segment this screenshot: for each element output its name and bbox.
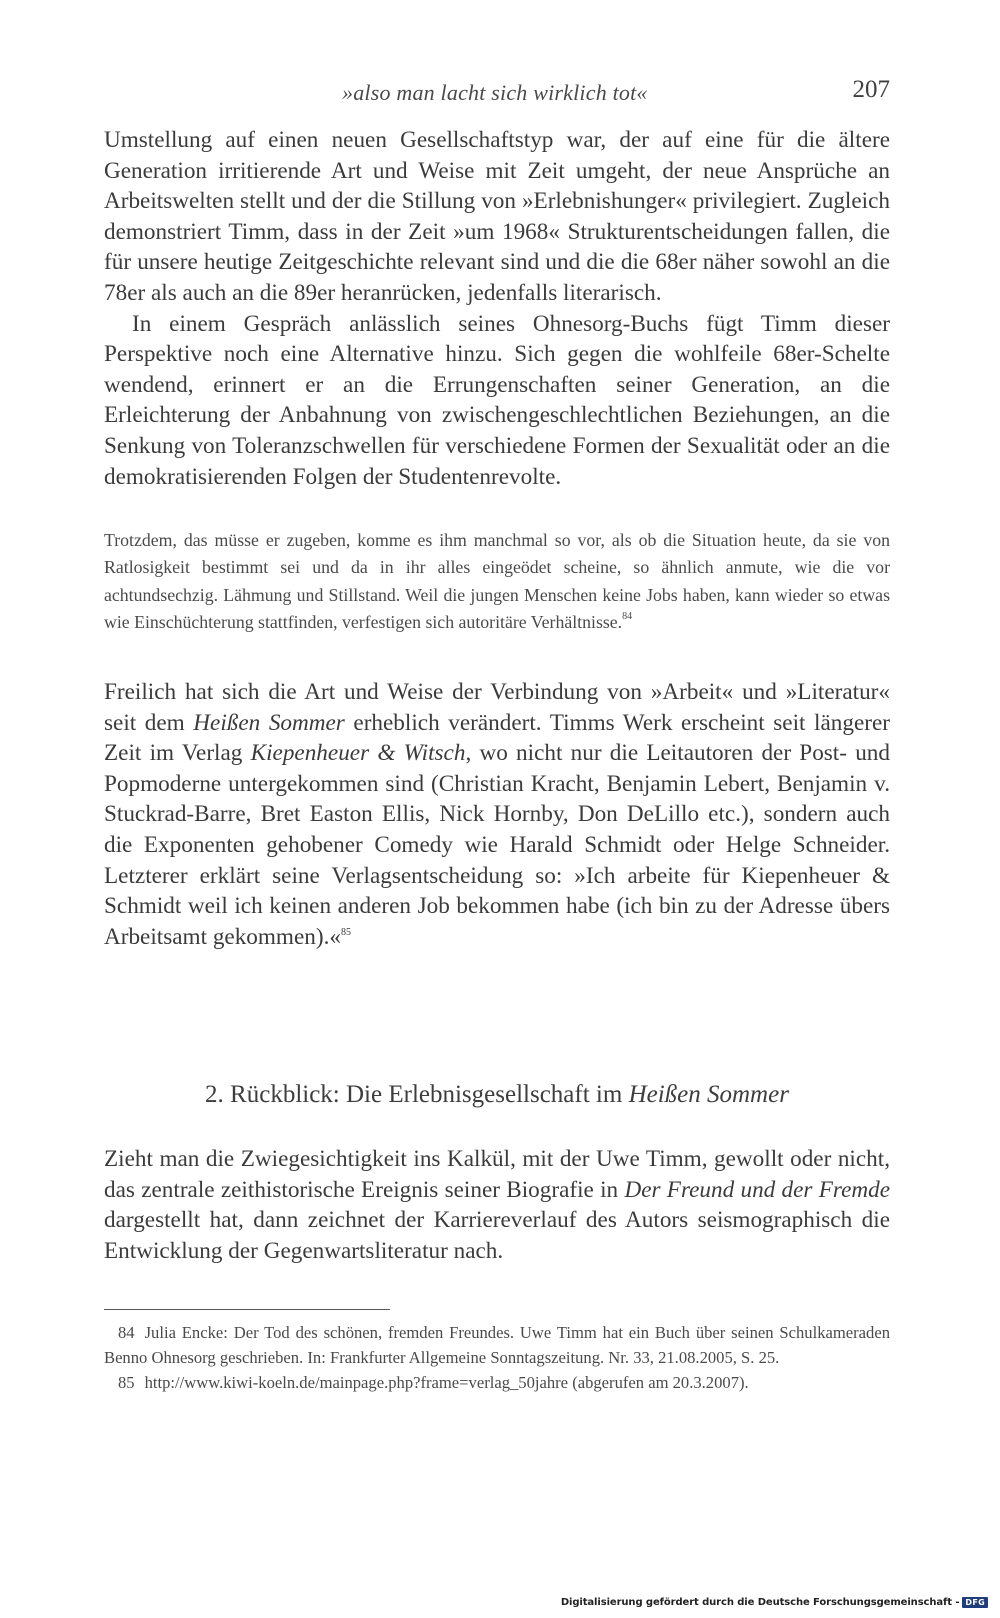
section-heading-title: Heißen Sommer bbox=[628, 1081, 789, 1108]
paragraph-3-part-c: , wo nicht nur die Leitautoren der Post- und Popmoderne untergekommen sind (Christian Kracht, Benjamin Lebert, Benjamin v. Stuckrad-Barre, Bret Easton Ellis, Nick Hornby, Don DeLillo etc.), sondern auch die Exponenten gehobener Comedy wie Harald Schmidt oder Helge Schneider. Letzterer erklärt seine Verlagsentscheidung so: »Ich arbeite für Kiepenheuer & Schmidt weil ich keinen anderen Job bekommen habe (ich bin zu der Adresse übers Arbeitsamt gekommen).« bbox=[104, 740, 890, 950]
quote-body: Trotzdem, das müsse er zugeben, komme es ihm manchmal so vor, als ob die Situation heute, da sie von Ratlosigkeit bestimmt sei und da in ihr alles eingeödet scheine, so ähnlich anmute, wie die vor achtundsechzig. Lähmung und Stillstand. Weil die jungen Menschen keine Jobs haben, kann wieder so etwas wie Einschüchterung stattfinden, verfestigen sich autoritäre Verhältnisse. bbox=[104, 530, 890, 633]
credit-text: Digitalisierung gefördert durch die Deutsche Forschungsgemeinschaft - bbox=[560, 1597, 960, 1608]
page-number: 207 bbox=[852, 76, 890, 103]
section-heading-text: 2. Rückblick: Die Erlebnisgesellschaft im bbox=[205, 1081, 629, 1108]
footnote-ref-85: 85 bbox=[340, 926, 351, 938]
paragraph-4-part-b: dargestellt hat, dann zeichnet der Karriereverlauf des Autors seismographisch die Entwicklung der Gegenwartsliteratur nach. bbox=[104, 1207, 890, 1264]
paragraph-4 bbox=[104, 1144, 890, 1266]
digitization-credit bbox=[561, 1597, 988, 1608]
footnote-85 bbox=[104, 1370, 890, 1395]
dfg-logo: DFG bbox=[962, 1597, 988, 1608]
paragraph-4-part-a: Zieht man die Zwiegesichtigkeit ins Kalkül, mit der Uwe Timm, gewollt oder nicht, das zentrale zeithistorische Ereignis seiner Biografie in bbox=[104, 1146, 890, 1203]
paragraph-2: In einem Gespräch anlässlich seines Ohnesorg-Buchs fügt Timm dieser Perspektive noch eine Alternative hinzu. Sich gegen die wohlfeile 68er-Schelte wendend, erinnert er an die Errungenschaften seiner Generation, an die Erleichterung der Anbahnung von zwischengeschlechtlichen Beziehungen, an die Senkung von Toleranzschwellen für verschiedene Formen der Sexualität oder an die demokratisierenden Folgen der Studentenrevolte. bbox=[104, 310, 890, 490]
running-head bbox=[104, 76, 890, 112]
footnote-text: Julia Encke: Der Tod des schönen, fremden Freundes. Uwe Timm hat ein Buch über seinen Schulkameraden Benno Ohnesorg geschrieben. In: Frankfurter Allgemeine Sonntagszeitung. Nr. 33, 21.08.2005, S. 25. bbox=[104, 1323, 890, 1367]
section-heading bbox=[104, 1081, 890, 1109]
paragraph-3-part-a: Freilich hat sich die Art und Weise der Verbindung von »Arbeit« und »Literatur« seit dem bbox=[104, 679, 890, 736]
quote-text bbox=[104, 527, 890, 637]
footnotes bbox=[104, 1320, 890, 1395]
body-text-middle bbox=[104, 677, 890, 952]
paragraph-3 bbox=[104, 677, 890, 952]
footnote-ref-84: 84 bbox=[622, 611, 633, 623]
paragraph-3-part-b: erheblich verändert. Timms Werk erscheint seit längerer Zeit im Verlag bbox=[104, 709, 891, 767]
footnote-text: http://www.kiwi-koeln.de/mainpage.php?frame=verlag_50jahre (abgerufen am 20.3.2007). bbox=[144, 1373, 749, 1392]
body-text-top bbox=[104, 125, 890, 492]
block-quote bbox=[104, 527, 890, 637]
footnote-number: 84 bbox=[118, 1323, 135, 1342]
book-title-der-freund: Der Freund und der Fremde bbox=[624, 1176, 890, 1203]
body-text-bottom bbox=[104, 1144, 890, 1266]
footnote-84 bbox=[104, 1320, 890, 1370]
footnote-number: 85 bbox=[118, 1373, 135, 1392]
publisher-name: Kiepenheuer & Witsch bbox=[250, 740, 466, 767]
footnote-divider bbox=[104, 1309, 390, 1310]
book-title-heisser-sommer: Heißen Sommer bbox=[193, 709, 345, 736]
paragraph-1: Umstellung auf einen neuen Gesellschaftstyp war, der auf eine für die ältere Generation irritierende Art und Weise mit Zeit umgeht, der neue Ansprüche an Arbeitswelten stellt und der die Stillung von »Erlebnishunger« privilegiert. Zugleich demonstriert Timm, dass in der Zeit »um 1968« Strukturentscheidungen fallen, die für unsere heutige Zeitgeschichte relevant sind und die die 68er näher sowohl an die 78er als auch an die 89er heranrücken, jedenfalls literarisch. bbox=[104, 127, 890, 306]
running-title: »also man lacht sich wirklich tot« bbox=[342, 80, 648, 105]
